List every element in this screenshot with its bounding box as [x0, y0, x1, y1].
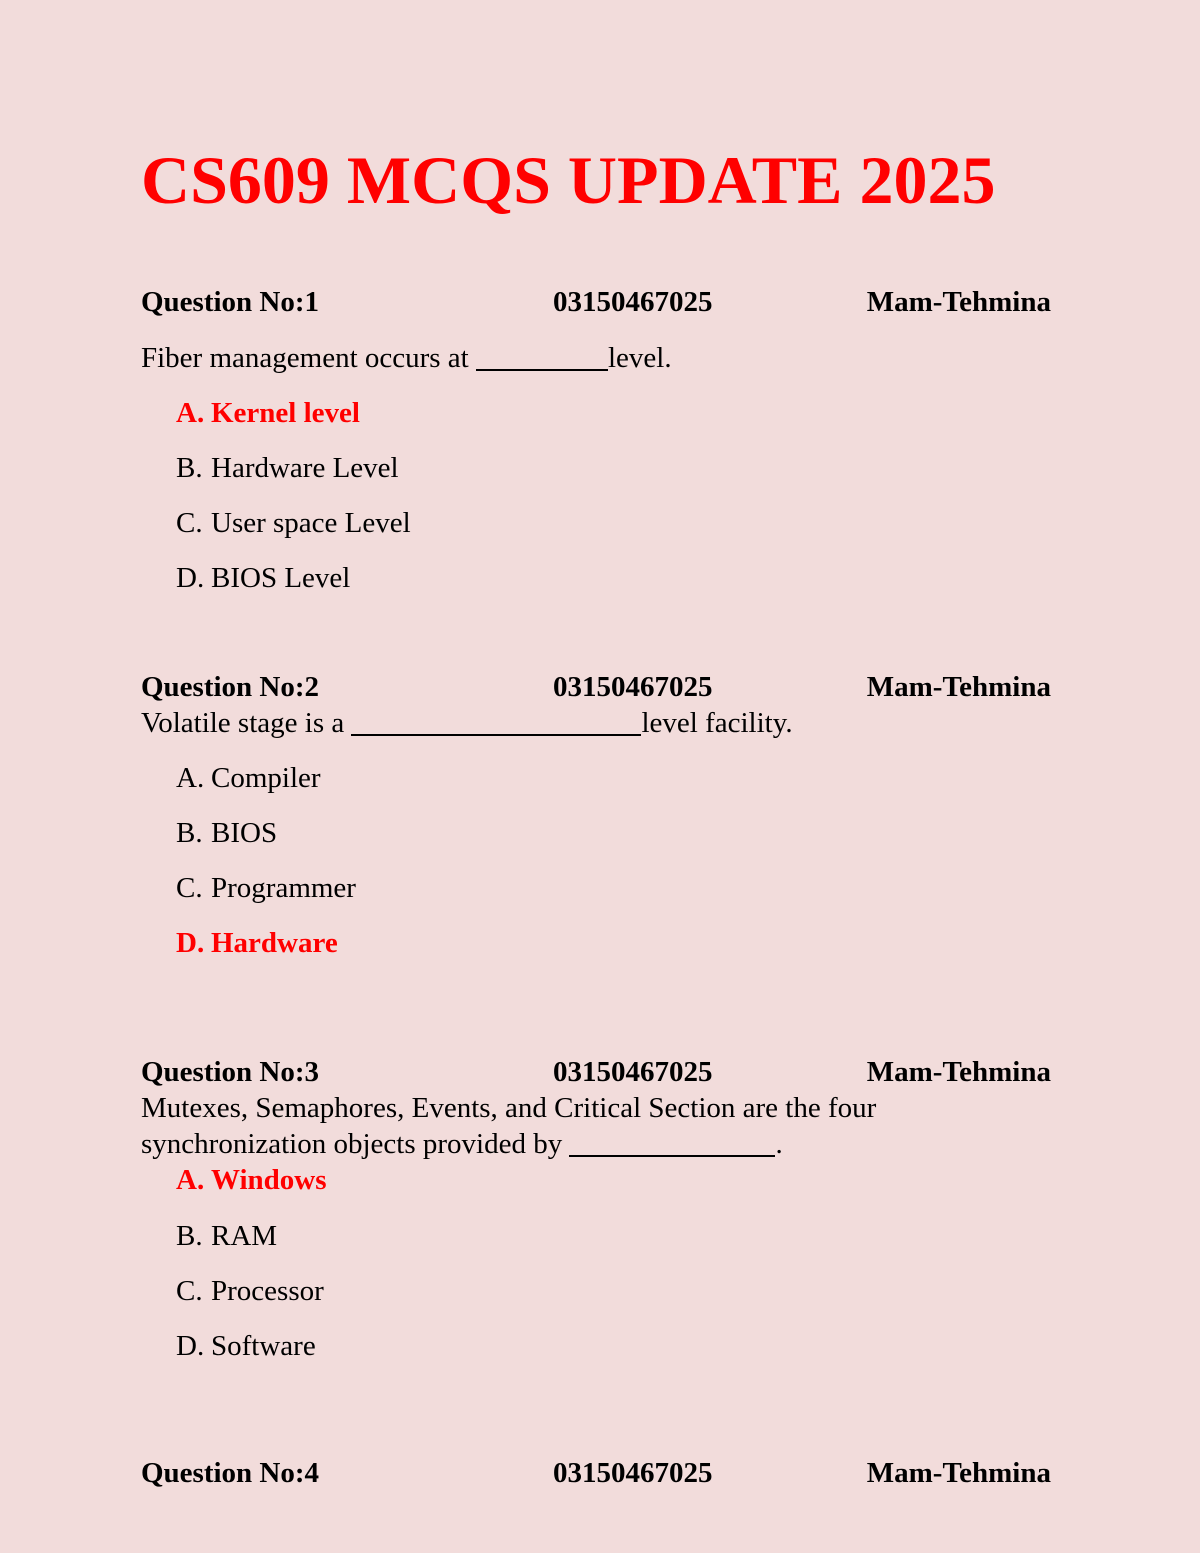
option-text: Programmer [211, 872, 356, 904]
question-2-option-c [176, 870, 356, 906]
question-number: Question No:4 [141, 1457, 320, 1489]
phone-number: 03150467025 [553, 1457, 713, 1489]
option-text: Software [211, 1330, 316, 1362]
question-number: Question No:3 [141, 1056, 320, 1088]
question-text-before: Volatile stage is a [141, 707, 352, 739]
question-3-option-a [176, 1162, 327, 1198]
page-title: CS609 MCQS UPDATE 2025 [141, 142, 996, 218]
question-text-before: Mutexes, Semaphores, Events, and Critical Section are the four synchronization objects provided by [141, 1092, 877, 1160]
answer-blank [351, 708, 641, 736]
question-1-option-d [176, 560, 350, 596]
question-3-option-b [176, 1218, 277, 1254]
author-name: Mam-Tehmina [866, 1056, 1051, 1088]
option-text: BIOS [211, 817, 278, 849]
question-text-after: level. [608, 342, 672, 374]
option-letter: D. [176, 927, 205, 959]
option-text: Compiler [211, 762, 321, 794]
question-1-option-c [176, 505, 411, 541]
question-1-header [141, 284, 1051, 320]
option-letter: A. [176, 397, 205, 429]
option-text: Processor [211, 1275, 324, 1307]
option-letter: A. [176, 762, 205, 794]
option-letter: B. [176, 817, 203, 849]
option-text: BIOS Level [211, 562, 351, 594]
option-letter: B. [176, 452, 203, 484]
question-2-header [141, 669, 1051, 705]
question-3-header [141, 1054, 1051, 1090]
question-1-text [141, 340, 1041, 376]
option-text: User space Level [211, 507, 411, 539]
question-number: Question No:1 [141, 286, 320, 318]
option-letter: C. [176, 507, 203, 539]
question-number: Question No:2 [141, 671, 320, 703]
option-text: Hardware [211, 927, 338, 959]
question-text-before: Fiber management occurs at [141, 342, 476, 374]
author-name: Mam-Tehmina [866, 1457, 1051, 1489]
question-4-header [141, 1455, 1051, 1491]
phone-number: 03150467025 [553, 671, 713, 703]
option-letter: D. [176, 1330, 205, 1362]
question-3-option-d [176, 1328, 316, 1364]
option-text: Kernel level [211, 397, 360, 429]
option-letter: C. [176, 872, 203, 904]
answer-blank [569, 1129, 775, 1157]
phone-number: 03150467025 [553, 1056, 713, 1088]
option-letter: D. [176, 562, 205, 594]
phone-number: 03150467025 [553, 286, 713, 318]
question-text-after: . [775, 1128, 783, 1160]
option-text: Windows [211, 1164, 327, 1196]
option-text: Hardware Level [211, 452, 399, 484]
option-letter: B. [176, 1220, 203, 1252]
question-1-option-b [176, 450, 399, 486]
question-text-after: level facility. [641, 707, 793, 739]
question-1-option-a [176, 395, 360, 431]
question-2-option-d [176, 925, 338, 961]
option-text: RAM [211, 1220, 278, 1252]
author-name: Mam-Tehmina [866, 671, 1051, 703]
question-3-option-c [176, 1273, 324, 1309]
question-2-text [141, 705, 1041, 741]
question-2-option-b [176, 815, 277, 851]
question-3-text [141, 1090, 951, 1162]
question-2-option-a [176, 760, 321, 796]
author-name: Mam-Tehmina [866, 286, 1051, 318]
answer-blank [476, 343, 608, 371]
option-letter: C. [176, 1275, 203, 1307]
option-letter: A. [176, 1164, 205, 1196]
